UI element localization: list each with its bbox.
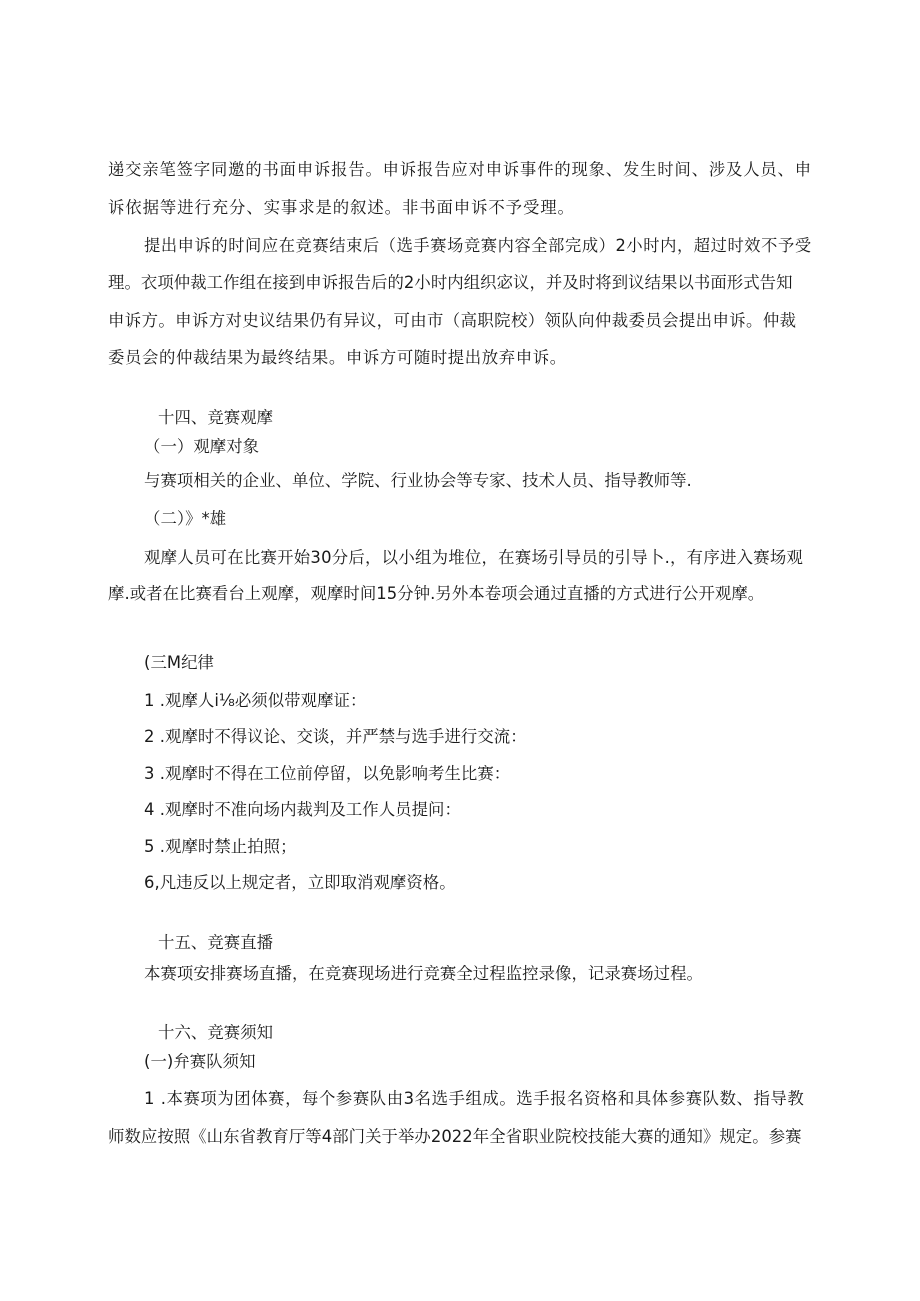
section-heading: 十六、竞赛须知 (158, 1023, 274, 1042)
list-item: 4 .观摩时不准向场内裁判及工作人员提问： (144, 800, 461, 819)
paragraph-line: 与赛项相关的企业、单位、学院、行业协会等专家、技术人员、指导教师等. (144, 471, 692, 490)
paragraph-line: 递交亲笔签字同邀的书面申诉报告。申诉报告应对申诉事件的现象、发生时间、涉及人员、申 (108, 160, 812, 179)
list-item: 5 .观摩时禁止拍照； (144, 837, 297, 856)
paragraph-line: 本赛项安排赛场直播，在竞赛现场进行竞赛全过程监控录像，记录赛场过程。 (144, 964, 703, 983)
list-item: 6,凡违反以上规定者，立即取消观摩资格。 (144, 873, 456, 892)
subsection-heading: (一)弁赛队须知 (144, 1052, 256, 1071)
paragraph-line: 观摩人员可在比赛开始30分后，以小组为堆位，在赛场引导员的引导卜.，有序进入赛场观 (144, 548, 804, 567)
paragraph-line: 提出申诉的时间应在竞赛结束后（选手赛场竞赛内容全部完成）2小时内，超过时效不予受 (144, 236, 812, 255)
section-heading: 十五、竞赛直播 (158, 933, 274, 952)
list-item: 1 .观摩人i⅛必须似带观摩证： (144, 691, 367, 710)
paragraph-line: 1 .本赛项为团体赛，每个参赛队由3名选手组成。选手报名资格和具体参赛队数、指导教 (144, 1089, 805, 1108)
paragraph-line: 摩.或者在比赛看台上观摩，观摩时间15分钟.另外本卷项会通过直播的方式进行公开观摩。 (108, 584, 765, 603)
subsection-heading: (三M纪律 (144, 653, 214, 672)
paragraph-line: 申诉方。申诉方对史议结果仍有异议，可由市（高职院校）领队向仲裁委员会提出申诉。仲裁 (108, 311, 797, 330)
list-item: 2 .观摩时不得议论、交谈，并严禁与选手进行交流： (144, 727, 527, 746)
paragraph-line: 委员会的仲裁结果为最终结果。申诉方可随时提出放弃申诉。 (108, 348, 567, 367)
paragraph-line: 理。衣项仲裁工作组在接到申诉报告后的2小时内组织宓议，并及时将到议结果以书面形式告知 (108, 273, 793, 292)
list-item: 3 .观摩时不得在工位前停留，以免影响考生比赛： (144, 764, 511, 783)
subsection-heading: （二）》*雄 (144, 509, 227, 528)
section-heading: 十四、竞赛观摩 (158, 408, 274, 427)
paragraph-line: 诉依据等进行充分、实事求是的叙述。非书面申诉不予受理。 (108, 198, 575, 217)
subsection-heading: （一）观摩对象 (144, 437, 260, 456)
paragraph-line: 师数应按照《山东省教育厅等4部门关于举办2022年全省职业院校技能大赛的通知》规定。参赛 (108, 1127, 802, 1146)
